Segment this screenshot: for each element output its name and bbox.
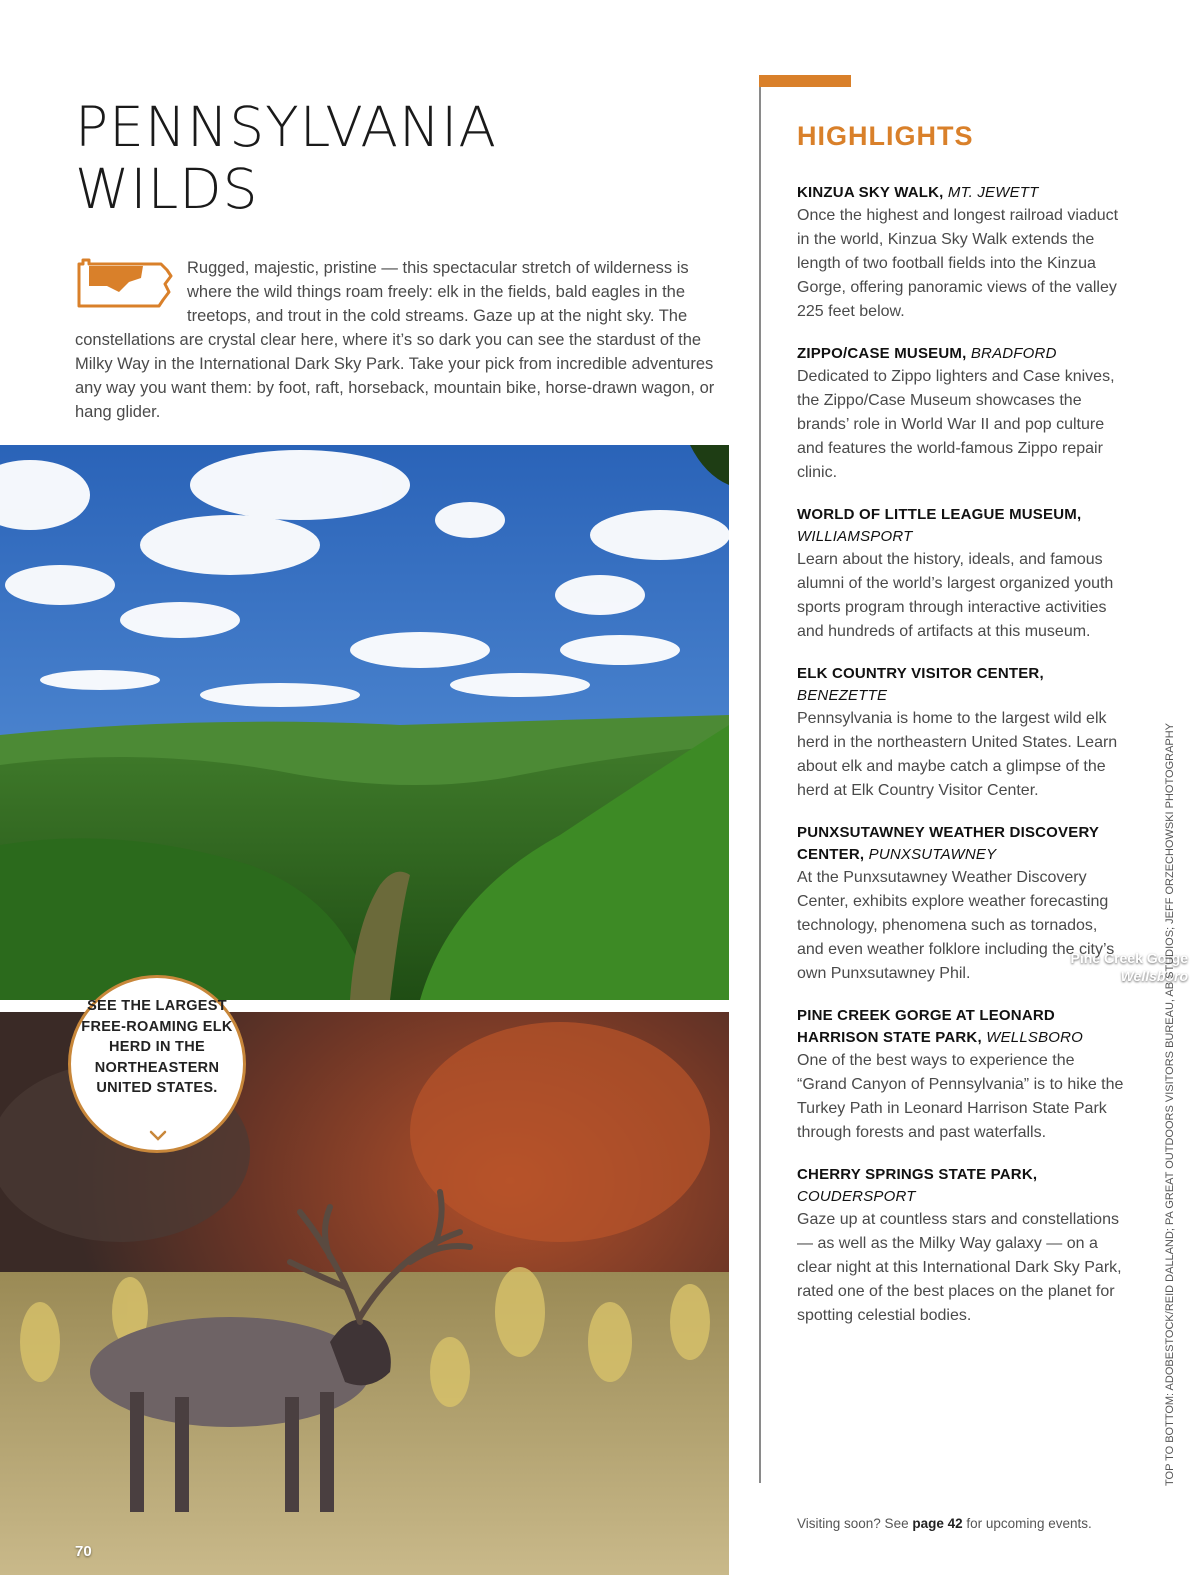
highlight-location: COUDERSPORT	[797, 1188, 916, 1205]
highlight-title	[797, 1164, 1127, 1208]
highlight-title	[797, 504, 1127, 548]
highlight-title	[797, 182, 1127, 204]
highlight-description: Gaze up at countless stars and constellations — as well as the Milky Way galaxy — on a clear night at this International Dark Sky Park, rated one of the best places on the planet for spotting celestial bodies.	[797, 1211, 1122, 1324]
caption-town: Wellsboro	[1120, 968, 1188, 984]
footer-page-link[interactable]: page 42	[912, 1516, 963, 1531]
highlight-name: ZIPPO/CASE MUSEUM,	[797, 345, 967, 362]
highlight-name: CHERRY SPRINGS STATE PARK,	[797, 1166, 1038, 1183]
highlight-item	[797, 343, 1127, 485]
highlight-title	[797, 1005, 1127, 1049]
footer-before: Visiting soon? See	[797, 1516, 909, 1531]
footer-after: for upcoming events.	[966, 1516, 1092, 1531]
highlight-title	[797, 343, 1127, 365]
highlights-list	[797, 182, 1127, 1347]
highlight-description: At the Punxsutawney Weather Discovery Center, exhibits explore weather forecasting technology, phenomena such as tornados, and even weather folklore including the city’s own Punxsutawney Phil.	[797, 869, 1115, 982]
highlight-location: MT. JEWETT	[947, 184, 1039, 201]
highlight-location: WILLIAMSPORT	[797, 528, 913, 545]
highlight-name: PINE CREEK GORGE AT LEONARD HARRISON STATE PARK,	[797, 1007, 1055, 1046]
page-title	[75, 96, 497, 220]
highlight-description: Pennsylvania is home to the largest wild elk herd in the northeastern United States. Learn about elk and maybe catch a glimpse of the herd at Elk Country Visitor Center.	[797, 710, 1118, 799]
photo-credit: TOP TO BOTTOM: ADOBESTOCK/REID DALLAND; PA GREAT OUTDOORS VISITORS BUREAU, AB STUDIOS; JEFF ORZECHOWSKI PHOTOGRAPHY	[1164, 722, 1176, 1486]
highlight-name: WORLD OF LITTLE LEAGUE MUSEUM,	[797, 506, 1082, 523]
badge-text: SEE THE LARGEST FREE-ROAMING ELK HERD IN THE NORTHEASTERN UNITED STATES.	[81, 998, 233, 1096]
highlight-location: BRADFORD	[970, 345, 1057, 362]
highlight-item	[797, 182, 1127, 324]
intro-text: Rugged, majestic, pristine — this spectacular stretch of wilderness is where the wild things roam freely: elk in the fields, bald eagles in the treetops, and trout in the cold streams. Gaze up at the night sky. The constellations are crystal clear here, where it’s so dark you can see the stardust of the Milky Way in the International Dark Sky Park. Take your pick from incredible adventures any way you want them: by foot, raft, horseback, mountain bike, horse-drawn wagon, or hang glider.	[75, 259, 715, 421]
title-line-2: WILDS	[75, 157, 259, 221]
sidebar-divider	[759, 75, 761, 1483]
title-line-1: PENNSYLVANIA	[75, 95, 498, 159]
highlight-description: Once the highest and longest railroad viaduct in the world, Kinzua Sky Walk extends the length of two football fields into the Kinzua Gorge, offering panoramic views of the valley 225 feet below.	[797, 207, 1119, 320]
highlight-title	[797, 822, 1127, 866]
chevron-down-icon[interactable]	[149, 1130, 167, 1142]
highlight-name: ELK COUNTRY VISITOR CENTER,	[797, 665, 1044, 682]
highlight-item	[797, 504, 1127, 644]
accent-bar	[759, 75, 851, 87]
page-number: 70	[75, 1543, 92, 1560]
highlight-description: Dedicated to Zippo lighters and Case knives, the Zippo/Case Museum showcases the brands’ role in World War II and pop culture and features the world-famous Zippo repair clinic.	[797, 368, 1115, 481]
highlight-location: PUNXSUTAWNEY	[868, 846, 997, 863]
highlight-location: WELLSBORO	[986, 1029, 1084, 1046]
pennsylvania-map-icon	[73, 256, 177, 312]
highlight-item	[797, 663, 1127, 803]
highlight-description: Learn about the history, ideals, and famous alumni of the world’s largest organized youth sports program through interactive activities and hundreds of artifacts at this museum.	[797, 551, 1114, 640]
highlight-location: BENEZETTE	[797, 687, 888, 704]
pine-creek-gorge-photo	[0, 445, 729, 1000]
footer-note	[797, 1516, 1092, 1531]
elk-herd-badge	[68, 975, 246, 1153]
highlight-item	[797, 822, 1127, 986]
highlight-item	[797, 1164, 1127, 1328]
highlight-name: KINZUA SKY WALK,	[797, 184, 944, 201]
highlight-name: PUNXSUTAWNEY WEATHER DISCOVERY CENTER,	[797, 824, 1099, 863]
highlight-title	[797, 663, 1127, 707]
highlight-description: One of the best ways to experience the “Grand Canyon of Pennsylvania” is to hike the Turkey Path in Leonard Harrison State Park through forests and past waterfalls.	[797, 1052, 1124, 1141]
highlight-item	[797, 1005, 1127, 1145]
caption-place: Pine Creek Gorge	[1070, 950, 1188, 966]
highlights-heading: HIGHLIGHTS	[797, 121, 974, 151]
intro-block	[75, 256, 720, 424]
